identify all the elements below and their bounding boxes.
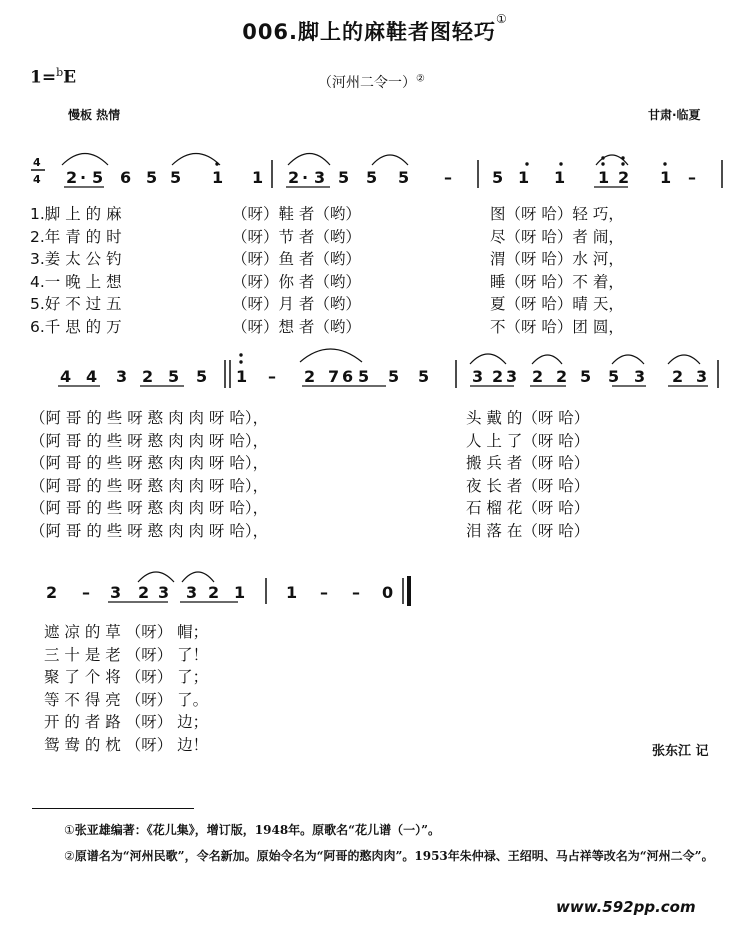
lyric-line: 睡（呀 哈）不 着， [490,272,624,291]
octave-dot [215,162,218,165]
note: 0 [382,583,394,602]
note: – [82,583,90,602]
arranger-credit: 张东江 记 [652,744,709,759]
note: 1 [236,367,248,386]
lyric-line: 渭（呀 哈）水 河， [490,250,624,268]
note: 1 [212,168,224,187]
lyric-line: 图（呀 哈）轻 巧， [490,205,624,223]
note: · [302,168,309,187]
octave-dot [525,162,528,165]
lyric-line: 搬 兵 者（呀 哈） [466,454,590,472]
note: 3 [634,367,646,386]
note: · [80,168,87,187]
title-footnote-mark: ① [496,12,508,26]
footnote-1: ①张亚雄编著：《花儿集》，增订版，1948年。原歌名“花儿谱（一）”。 [64,823,440,837]
time-signature-bottom: 4 [33,173,41,186]
lyric-line: 开 的 者 路 （呀） 边； [44,713,209,731]
note: 3 [186,583,198,602]
note: 2 [304,367,316,386]
note: 3 [314,168,326,187]
note: – [352,583,360,602]
octave-dot [663,162,666,165]
octave-dot [621,162,624,165]
note: 5 [146,168,158,187]
note: 3 [158,583,170,602]
lyric-line: （阿 哥 的 些 呀 憨 肉 肉 呀 哈）， [30,521,269,540]
note: – [444,168,452,187]
note: 5 [580,367,592,386]
note: 2 [208,583,220,602]
lyric-line: 1.脚 上 的 麻 [30,205,122,223]
lyric-line: （阿 哥 的 些 呀 憨 肉 肉 呀 哈）， [30,454,269,472]
lyric-line: （阿 哥 的 些 呀 憨 肉 肉 呀 哈）， [30,409,269,427]
note: 2 [66,168,78,187]
note: – [320,583,328,602]
song-subtitle: （河州二令一）② [318,73,425,91]
lyric-line: 4.一 晚 上 想 [30,272,122,291]
tempo-marking: 慢板 热情 [68,108,121,122]
lyric-line: （呀）你 者（哟） [232,272,361,291]
note: 3 [116,367,128,386]
note: 7 [328,367,340,386]
note: 4 [86,367,98,386]
row-3-notes [46,583,393,602]
note: 5 [196,367,208,386]
note: 3 [506,367,518,386]
lyric-line: 2.年 青 的 时 [30,227,122,246]
note: – [688,168,696,187]
note: 5 [492,168,504,187]
note: 5 [388,367,400,386]
octave-dot [559,162,562,165]
lyric-line: 尽（呀 哈）者 闹， [490,227,624,246]
note: 6 [342,367,354,386]
song-title: 006.脚上的麻鞋者图轻巧① [242,12,508,44]
note: 4 [60,367,72,386]
time-signature-top: 4 [33,156,41,169]
key-signature: 1=$^b$E [30,66,77,88]
subtitle-footnote-mark: ② [416,73,425,85]
note: 5 [418,367,430,386]
lyric-line: 石 榴 花（呀 哈） [466,499,590,517]
octave-dot [239,360,242,363]
note: 5 [608,367,620,386]
lyric-line: （呀）鞋 者（哟） [232,205,361,223]
note: 2 [556,367,568,386]
footnote-2: ②原谱名为“河州民歌”，令名新加。原始令名为“阿哥的憨肉肉”。1953年朱仲禄、王绍明、马占祥等改名为“河州二令”。 [64,849,714,863]
row-1-notes [66,168,696,187]
note: 2 [142,367,154,386]
lyric-line: 人 上 了（呀 哈） [466,431,590,450]
notation-row-3 [46,572,409,606]
lyric-line: 不（呀 哈）团 圆， [490,317,624,336]
lyric-line: 等 不 得 亮 （呀） 了。 [44,690,209,709]
lyric-line: （阿 哥 的 些 呀 憨 肉 肉 呀 哈）， [30,499,269,517]
note: 2 [46,583,58,602]
song-origin: 甘肃·临夏 [648,108,701,122]
note: 2 [618,168,630,187]
lyric-line: （呀）月 者（哟） [232,295,361,313]
note: 3 [472,367,484,386]
octave-dot [239,353,242,356]
lyric-line: 头 戴 的（呀 哈） [466,409,590,427]
note: 1 [598,168,610,187]
lyric-line: 遮 凉 的 草 （呀） 帽； [44,623,209,641]
site-watermark: www.592pp.com [556,898,696,916]
footnote-divider [32,808,194,809]
lyric-line: 3.姜 太 公 钓 [30,250,122,268]
lyric-line: （阿 哥 的 些 呀 憨 肉 肉 呀 哈）， [30,431,269,450]
notation-row-1 [31,154,722,189]
note: 5 [92,168,104,187]
octave-dot [621,156,624,159]
notation-row-2 [58,349,718,388]
note: 5 [338,168,350,187]
note: – [268,367,276,386]
lyric-line: （呀）鱼 者（哟） [232,250,361,268]
note: 5 [358,367,370,386]
note: 1 [660,168,672,187]
note: 2 [288,168,300,187]
note: 5 [398,168,410,187]
lyric-line: 夏（呀 哈）晴 天， [490,295,624,313]
lyric-line: （呀）想 者（哟） [232,317,361,336]
octave-dot [601,162,604,165]
note: 6 [120,168,132,187]
octave-dot [601,156,604,159]
note: 1 [554,168,566,187]
lyric-line: （呀）节 者（哟） [232,227,361,246]
lyric-line: 三 十 是 老 （呀） 了！ [44,645,209,664]
lyric-line: 鸳 鸯 的 枕 （呀） 边！ [44,735,209,754]
note: 2 [672,367,684,386]
note: 5 [170,168,182,187]
lyric-line: 夜 长 者（呀 哈） [466,476,590,495]
lyric-line: 聚 了 个 将 （呀） 了； [44,668,209,686]
lyric-line: 泪 落 在（呀 哈） [466,521,590,540]
note: 5 [168,367,180,386]
note: 5 [366,168,378,187]
note: 2 [532,367,544,386]
row-2-notes [60,367,707,386]
lyric-line: 5.好 不 过 五 [30,295,122,313]
note: 1 [286,583,298,602]
lyric-line: 6.千 思 的 万 [30,317,122,336]
lyric-line: （阿 哥 的 些 呀 憨 肉 肉 呀 哈）， [30,476,269,495]
note: 1 [518,168,530,187]
note: 1 [234,583,246,602]
note: 3 [110,583,122,602]
note: 3 [696,367,708,386]
note: 1 [252,168,264,187]
note: 2 [492,367,504,386]
note: 2 [138,583,150,602]
